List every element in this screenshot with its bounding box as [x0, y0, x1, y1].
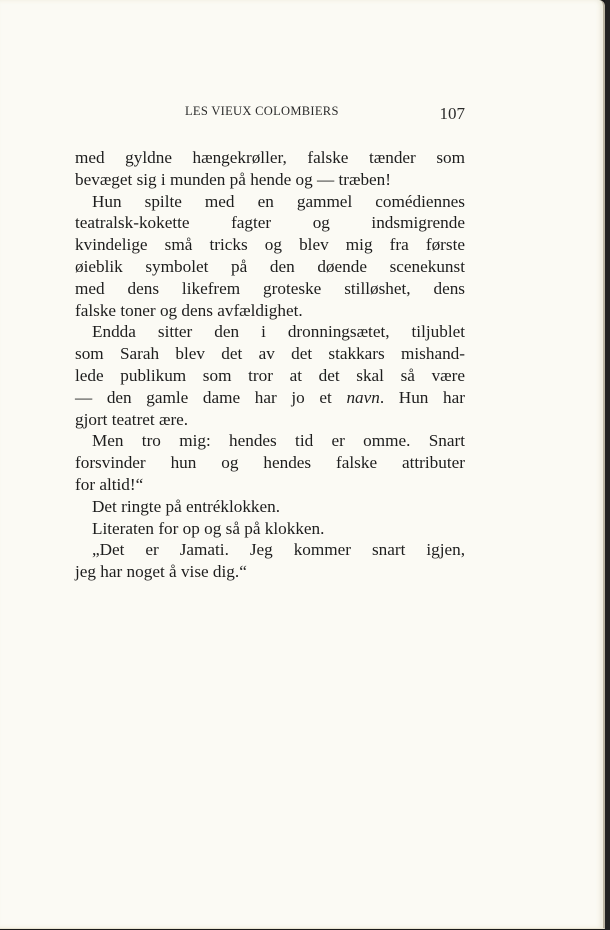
- text-line: for altid!“: [75, 474, 144, 494]
- text-line: øieblik symbolet på den døende scenekunst: [75, 256, 465, 276]
- text-line: lede publikum som tror at det skal så være: [75, 365, 465, 385]
- text-line: „Det er Jamati. Jeg kommer snart igjen,: [92, 540, 465, 560]
- page-number: 107: [439, 104, 465, 123]
- text-line: Men tro mig: hendes tid er omme. Snart: [92, 431, 465, 451]
- text-segment: — den gamle dame har jo et: [75, 387, 347, 407]
- text-line: Det ringte på entréklokken.: [92, 496, 281, 516]
- text-line: teatralsk-kokette fagter og indsmigrende: [75, 213, 465, 233]
- body-text: [75, 147, 465, 583]
- text-segment: . Hun har: [379, 387, 465, 407]
- text-line: Literaten for op og så på klokken.: [92, 518, 325, 538]
- italic-word: navn: [346, 387, 380, 407]
- text-line: falske toner og dens avfældighet.: [75, 300, 303, 320]
- text-line: med gyldne hængekrøller, falske tænder som: [75, 148, 465, 167]
- text-line: Hun spilte med en gammel comédiennes: [92, 191, 465, 211]
- text-line: gjort teatret ære.: [75, 409, 189, 429]
- page-edge-shadow: [605, 0, 610, 930]
- text-line: bevæget sig i munden på hende og — træben!: [75, 169, 391, 189]
- text-line: jeg har noget å vise dig.“: [75, 562, 247, 582]
- text-line: kvindelige små tricks og blev mig fra første: [75, 235, 465, 255]
- text-line: Endda sitter den i dronningsætet, tiljublet: [92, 322, 465, 342]
- text-line: forsvinder hun og hendes falske attributer: [75, 453, 465, 473]
- text-line: som Sarah blev det av det stakkars mishand-: [75, 344, 465, 364]
- text-line-with-italic: [75, 387, 465, 409]
- running-title: LES VIEUX COLOMBIERS: [185, 104, 339, 118]
- text-line: med dens likefrem groteske stilløshet, dens: [75, 278, 465, 298]
